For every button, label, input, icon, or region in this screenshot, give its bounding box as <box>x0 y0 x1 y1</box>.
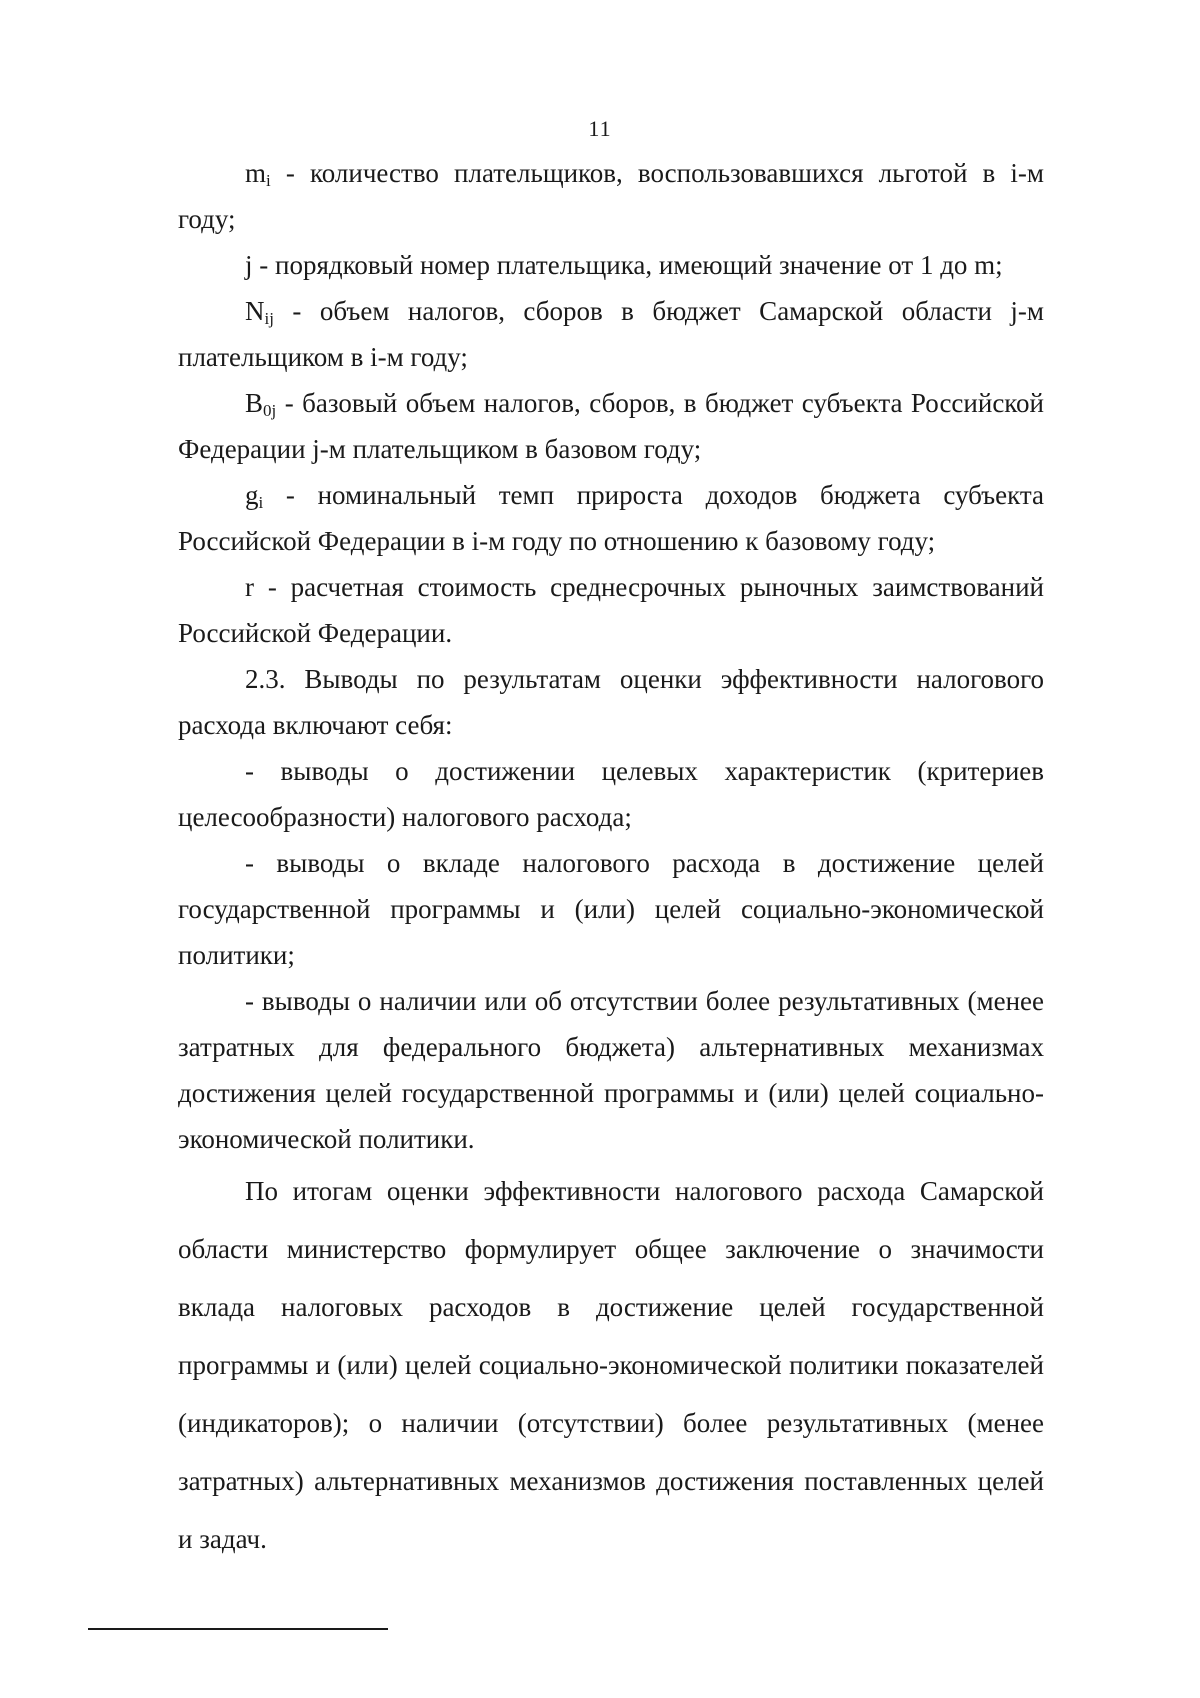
definition-text: - количество плательщиков, воспользовавшихся льготой в i-м году; <box>178 158 1044 234</box>
definition-text: - объем налогов, сборов в бюджет Самарской области j-м плательщиком в i-м году; <box>178 296 1044 372</box>
definition-j <box>178 242 1044 288</box>
symbol-subscript: i <box>258 493 264 512</box>
conclusion-item: - выводы о наличии или об отсутствии более результативных (менее затратных для федерального бюджета) альтернативных механизмах достижения целей государственной программы и (или) целей социально-экономической политики. <box>178 986 1044 1154</box>
symbol: g <box>245 480 259 510</box>
symbol: j <box>245 250 253 280</box>
symbol-subscript: i <box>266 171 271 190</box>
section-intro: 2.3. Выводы по результатам оценки эффективности налогового расхода включают себя: <box>178 664 1044 740</box>
conclusion-item: - выводы о вкладе налогового расхода в достижение целей государственной программы и (или) целей социально-экономической политики; <box>178 848 1044 970</box>
definition-text: - расчетная стоимость среднесрочных рыночных заимствований Российской Федерации. <box>178 572 1044 648</box>
document-body <box>178 150 1044 1568</box>
definition-n <box>178 288 1044 380</box>
final-paragraph: По итогам оценки эффективности налогового расхода Самарской области министерство формулирует общее заключение о значимости вклада налоговых расходов в достижение целей государственной программы и (или) целей социально-экономической политики показателей (индикаторов); о наличии (отсутствии) более результативных (менее затратных) альтернативных механизмов достижения поставленных целей и задач. <box>178 1176 1044 1554</box>
conclusion-item: - выводы о достижении целевых характеристик (критериев целесообразности) налогового расхода; <box>178 756 1044 832</box>
footnote-rule <box>88 1628 388 1630</box>
definition-text: - порядковый номер плательщика, имеющий значение от 1 до m; <box>252 250 1003 280</box>
symbol: m <box>245 158 267 188</box>
definition-g <box>178 472 1044 564</box>
definition-text: - номинальный темп прироста доходов бюджета субъекта Российской Федерации в i-м году по отношению к базовому году; <box>178 480 1044 556</box>
definition-b <box>178 380 1044 472</box>
symbol-subscript: 0j <box>263 401 277 420</box>
page-number: 11 <box>588 116 612 141</box>
symbol: N <box>245 296 265 326</box>
symbol-subscript: ij <box>264 309 274 328</box>
definition-r <box>178 564 1044 656</box>
definition-m <box>178 150 1044 242</box>
symbol: B <box>245 388 264 418</box>
definition-text: - базовый объем налогов, сборов, в бюджет субъекта Российской Федерации j-м плательщиком в базовом году; <box>178 388 1044 464</box>
symbol: r <box>245 572 254 602</box>
